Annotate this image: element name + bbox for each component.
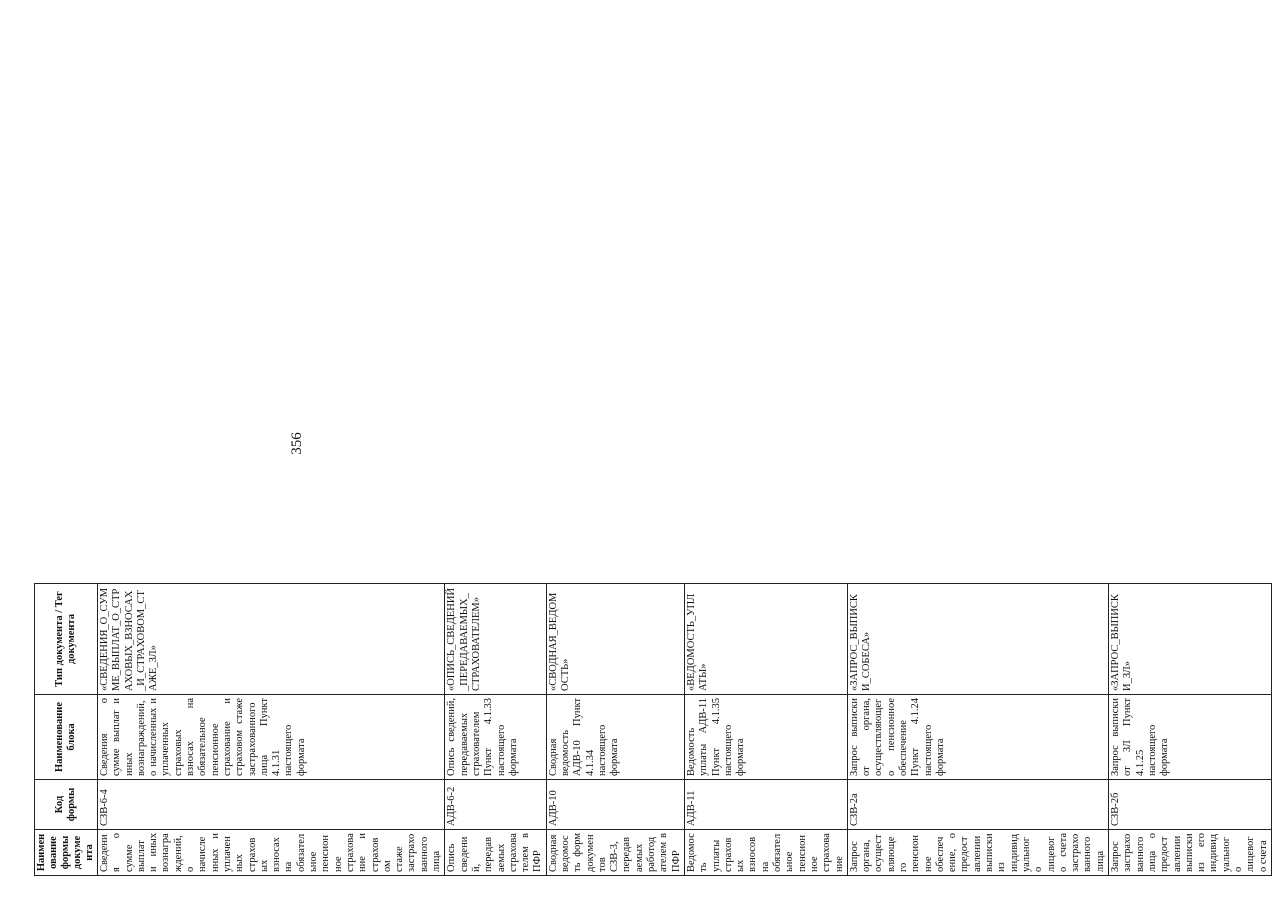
document-type-cell: «СВОДНАЯ_ВЕДОМОСТЬ» [546, 584, 684, 695]
header-block-name: Наименование блока [35, 695, 98, 780]
table-row [98, 33, 445, 876]
block-name-cell: Запрос выписки от ЗЛ Пункт 4.1.25 настоящего формата [1109, 695, 1272, 780]
block-name-cell: Сведения о сумме выплат и иных вознаграждений, о начисленных и уплаченных страховых взносах на обязательное пенсионное страхование и страховом стаже застрахованного лица Пункт 4.1.31 настоящего формата [98, 695, 445, 780]
form-code-cell: СЗВ-2а [847, 780, 1108, 830]
table-row [847, 33, 1108, 876]
form-name-cell: Сведения о сумме выплат и иных вознаграждений, о начисленных и уплаченных страховых взносах на обязательное пенсионное страхование и страховом стаже застрахованного лица [98, 830, 445, 876]
document-type-cell: «ВЕДОМОСТЬ_УПЛАТЫ» [684, 584, 847, 695]
form-code-cell: АДВ-11 [684, 780, 847, 830]
form-code-cell: АДВ-10 [546, 780, 684, 830]
table-row [684, 33, 847, 876]
block-name-cell: Ведомость уплаты АДВ-11 Пункт 4.1.35 настоящего формата [684, 695, 847, 780]
document-type-cell: «СВЕДЕНИЯ_О_СУММЕ_ВЫПЛАТ_О_СТРАХОВЫХ_ВЗНОСАХ_И_СТРАХОВОМ_СТАЖЕ_ЗЛ» [98, 584, 445, 695]
header-document-type: Тип документа / Тег документа [35, 584, 98, 695]
form-code-cell: СЗВ-2б [1109, 780, 1272, 830]
form-name-cell: Запрос застрахованного лица о предоставлении выписки из его индивидуального лицевого счета [1109, 830, 1272, 876]
header-form-name: Наименование формы документа [35, 830, 98, 876]
block-name-cell: Запрос выписки от органа, осуществляющего пенсионное обеспечение Пункт 4.1.24 настоящего формата [847, 695, 1108, 780]
document-types-table [34, 32, 1272, 876]
document-type-cell: «ЗАПРОС_ВЫПИСКИ_СОБЕСА» [847, 584, 1108, 695]
header-row [35, 33, 98, 876]
table-row [1109, 33, 1272, 876]
page-number: 356 [288, 432, 305, 455]
form-name-cell: Сводная ведомость форм документов СЗВ-3, передаваемых работодателем в ПФР [546, 830, 684, 876]
header-form-code: Код формы [35, 780, 98, 830]
document-type-cell: «ЗАПРОС_ВЫПИСКИ_ЗЛ» [1109, 584, 1272, 695]
block-name-cell: Сводная ведомость АДВ-10 Пункт 4.1.34 настоящего формата [546, 695, 684, 780]
form-name-cell: Опись сведений, передаваемых страхователем в ПФР [445, 830, 546, 876]
table-row [445, 33, 546, 876]
rotated-table-wrapper [34, 32, 1269, 876]
form-name-cell: Ведомость уплаты страховых взносов на обязательное пенсионное страхование [684, 830, 847, 876]
document-type-cell: «ОПИСЬ_СВЕДЕНИЙ_ПЕРЕДАВАЕМЫХ_СТРАХОВАТЕЛЕМ» [445, 584, 546, 695]
form-code-cell: АДВ-6-2 [445, 780, 546, 830]
block-name-cell: Опись сведений, передаваемых страхователем Пункт 4.1.33 настоящего формата [445, 695, 546, 780]
table-row [546, 33, 684, 876]
form-name-cell: Запрос органа, осуществляющего пенсионное обеспечение, о предоставлении выписки из индивидуального лицевого счета застрахованного лица [847, 830, 1108, 876]
form-code-cell: СЗВ-6-4 [98, 780, 445, 830]
